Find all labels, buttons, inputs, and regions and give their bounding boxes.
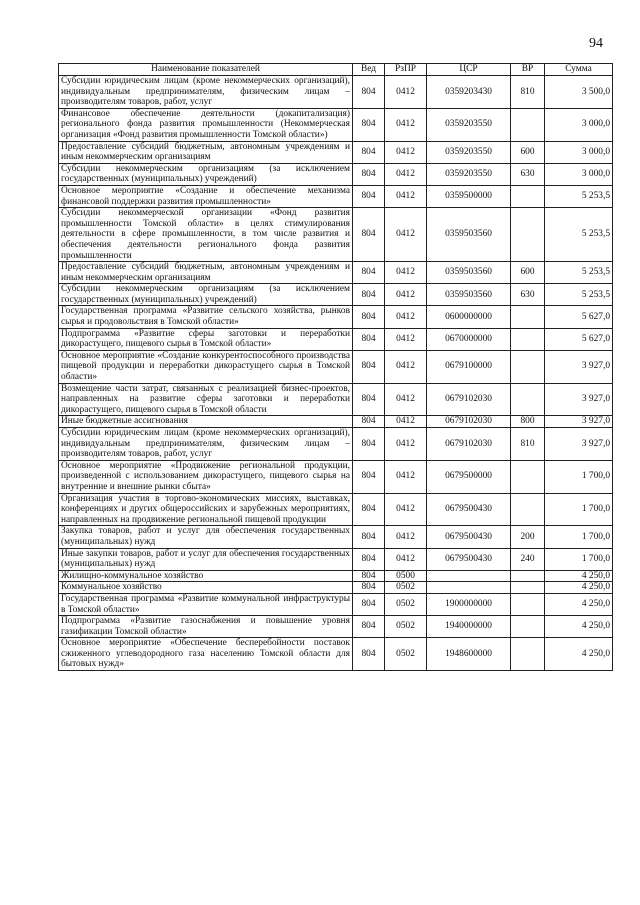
cell-ved: 804 (353, 570, 385, 582)
cell-rzpr: 0412 (385, 416, 427, 428)
cell-rzpr: 0502 (385, 638, 427, 671)
cell-csr: 0359203550 (427, 141, 511, 163)
cell-ved: 804 (353, 284, 385, 306)
cell-name: Коммунальное хозяйство (59, 582, 353, 594)
header-vr: ВР (511, 64, 545, 76)
cell-ved: 804 (353, 185, 385, 207)
cell-vr (511, 582, 545, 594)
cell-vr (511, 593, 545, 615)
cell-csr: 0679500000 (427, 460, 511, 493)
cell-sum: 3 927,0 (545, 428, 613, 461)
cell-vr: 810 (511, 428, 545, 461)
cell-ved: 804 (353, 108, 385, 141)
cell-rzpr: 0412 (385, 328, 427, 350)
table-row (59, 185, 613, 207)
cell-ved: 804 (353, 383, 385, 416)
cell-name: Иные закупки товаров, работ и услуг для обеспечения государственных (муниципальных) нужд (59, 548, 353, 570)
cell-csr: 0679100000 (427, 350, 511, 383)
cell-vr: 630 (511, 163, 545, 185)
table-row (59, 593, 613, 615)
header-csr: ЦСР (427, 64, 511, 76)
cell-vr (511, 350, 545, 383)
cell-name: Государственная программа «Развитие коммунальной инфраструктуры в Томской области» (59, 593, 353, 615)
cell-name: Закупка товаров, работ и услуг для обеспечения государственных (муниципальных) нужд (59, 526, 353, 548)
cell-name: Предоставление субсидий бюджетным, автономным учреждениям и иным некоммерческим организациям (59, 141, 353, 163)
cell-ved: 804 (353, 428, 385, 461)
cell-csr: 1900000000 (427, 593, 511, 615)
cell-ved: 804 (353, 548, 385, 570)
cell-csr: 0679102030 (427, 428, 511, 461)
cell-sum: 4 250,0 (545, 593, 613, 615)
table-row (59, 163, 613, 185)
cell-name: Предоставление субсидий бюджетным, автономным учреждениям и иным некоммерческим организациям (59, 262, 353, 284)
cell-csr: 0359503560 (427, 284, 511, 306)
cell-ved: 804 (353, 141, 385, 163)
table-row (59, 582, 613, 594)
cell-sum: 3 000,0 (545, 108, 613, 141)
cell-csr: 0679102030 (427, 383, 511, 416)
cell-vr: 800 (511, 416, 545, 428)
cell-ved: 804 (353, 582, 385, 594)
cell-vr: 600 (511, 141, 545, 163)
cell-vr: 630 (511, 284, 545, 306)
cell-rzpr: 0500 (385, 570, 427, 582)
page-number: 94 (589, 36, 603, 51)
table-row (59, 616, 613, 638)
cell-ved: 804 (353, 163, 385, 185)
table-row (59, 141, 613, 163)
cell-vr (511, 460, 545, 493)
cell-ved: 804 (353, 638, 385, 671)
table-row (59, 638, 613, 671)
cell-rzpr: 0412 (385, 76, 427, 109)
table-row (59, 350, 613, 383)
cell-vr (511, 383, 545, 416)
cell-sum: 5 253,5 (545, 262, 613, 284)
cell-rzpr: 0412 (385, 428, 427, 461)
header-name: Наименование показателей (59, 64, 353, 76)
cell-csr: 0679500430 (427, 493, 511, 526)
cell-csr: 0679500430 (427, 548, 511, 570)
table-row (59, 284, 613, 306)
cell-name: Субсидии некоммерческим организациям (за исключением государственных (муниципальных) учреждений) (59, 163, 353, 185)
cell-ved: 804 (353, 306, 385, 328)
cell-sum: 1 700,0 (545, 548, 613, 570)
cell-sum: 3 927,0 (545, 416, 613, 428)
cell-csr: 0679500430 (427, 526, 511, 548)
table-row (59, 570, 613, 582)
cell-csr: 0359503560 (427, 208, 511, 262)
cell-name: Субсидии некоммерческой организации «Фонд развития промышленности Томской области» в целях стимулирования деятельности в сфере промышленности, в том числе развития и обеспечения деятельности регионального фонда развития промышленности (59, 208, 353, 262)
header-sum: Сумма (545, 64, 613, 76)
cell-rzpr: 0412 (385, 383, 427, 416)
cell-sum: 5 627,0 (545, 328, 613, 350)
table-row (59, 208, 613, 262)
cell-name: Субсидии юридическим лицам (кроме некоммерческих организаций), индивидуальным предпринимателям, физическим лицам – производителям товаров, работ, услуг (59, 76, 353, 109)
cell-vr (511, 208, 545, 262)
cell-sum: 3 000,0 (545, 141, 613, 163)
cell-sum: 5 253,5 (545, 185, 613, 207)
table-row (59, 493, 613, 526)
cell-sum: 4 250,0 (545, 582, 613, 594)
cell-rzpr: 0412 (385, 141, 427, 163)
table-row (59, 428, 613, 461)
cell-sum: 5 253,5 (545, 208, 613, 262)
cell-sum: 3 000,0 (545, 163, 613, 185)
table-row (59, 383, 613, 416)
cell-name: Финансовое обеспечение деятельности (докапитализация) регионального фонда развития промышленности (Некоммерческая организация «Фонд развития промышленности Томской области») (59, 108, 353, 141)
budget-table (58, 63, 613, 671)
cell-vr (511, 570, 545, 582)
cell-rzpr: 0412 (385, 284, 427, 306)
cell-rzpr: 0412 (385, 526, 427, 548)
cell-name: Возмещение части затрат, связанных с реализацией бизнес-проектов, направленных на развитие сферы заготовки и переработки дикорастущего, пищевого сырья в Томской области (59, 383, 353, 416)
cell-ved: 804 (353, 328, 385, 350)
cell-vr (511, 108, 545, 141)
cell-name: Субсидии юридическим лицам (кроме некоммерческих организаций), индивидуальным предпринимателям, физическим лицам – производителям товаров, работ, услуг (59, 428, 353, 461)
cell-ved: 804 (353, 616, 385, 638)
cell-rzpr: 0502 (385, 616, 427, 638)
cell-name: Жилищно-коммунальное хозяйство (59, 570, 353, 582)
table-row (59, 460, 613, 493)
cell-sum: 3 500,0 (545, 76, 613, 109)
cell-vr (511, 493, 545, 526)
cell-csr: 0670000000 (427, 328, 511, 350)
table-row (59, 76, 613, 109)
cell-name: Организация участия в торгово-экономических миссиях, выставках, конференциях и других общероссийских и зарубежных мероприятиях, направленных на продвижение региональной пищевой продукции (59, 493, 353, 526)
cell-ved: 804 (353, 416, 385, 428)
cell-vr (511, 328, 545, 350)
table-row (59, 108, 613, 141)
cell-sum: 4 250,0 (545, 570, 613, 582)
cell-ved: 804 (353, 593, 385, 615)
cell-rzpr: 0502 (385, 582, 427, 594)
header-rzpr: РзПР (385, 64, 427, 76)
cell-vr: 240 (511, 548, 545, 570)
cell-sum: 4 250,0 (545, 616, 613, 638)
cell-name: Основное мероприятие «Продвижение региональной продукции, произведенной с использованием дикорастущего, пищевого сырья на внутренние и внешние рынки сбыта» (59, 460, 353, 493)
cell-name: Основное мероприятие «Обеспечение бесперебойности поставок сжиженного углеводородного газа населению Томской области для бытовых нужд» (59, 638, 353, 671)
cell-csr: 0359203550 (427, 163, 511, 185)
cell-csr: 1940000000 (427, 616, 511, 638)
cell-vr (511, 306, 545, 328)
cell-sum: 4 250,0 (545, 638, 613, 671)
cell-csr: 0359203430 (427, 76, 511, 109)
table-header-row (59, 64, 613, 76)
cell-sum: 5 253,5 (545, 284, 613, 306)
cell-ved: 804 (353, 208, 385, 262)
cell-rzpr: 0412 (385, 350, 427, 383)
cell-rzpr: 0412 (385, 108, 427, 141)
cell-vr (511, 638, 545, 671)
cell-name: Государственная программа «Развитие сельского хозяйства, рынков сырья и продовольствия в Томской области» (59, 306, 353, 328)
cell-ved: 804 (353, 76, 385, 109)
cell-name: Основное мероприятие «Создание конкурентоспособного производства пищевой продукции и переработки дикорастущего сырья в Томской области» (59, 350, 353, 383)
cell-sum: 3 927,0 (545, 350, 613, 383)
cell-name: Подпрограмма «Развитие сферы заготовки и переработки дикорастущего, пищевого сырья в Томской области» (59, 328, 353, 350)
cell-rzpr: 0412 (385, 208, 427, 262)
cell-csr: 1948600000 (427, 638, 511, 671)
cell-name: Основное мероприятие «Создание и обеспечение механизма финансовой поддержки развития промышленности» (59, 185, 353, 207)
cell-csr: 0600000000 (427, 306, 511, 328)
cell-csr: 0359500000 (427, 185, 511, 207)
cell-sum: 1 700,0 (545, 493, 613, 526)
cell-csr (427, 582, 511, 594)
cell-rzpr: 0412 (385, 460, 427, 493)
cell-rzpr: 0412 (385, 493, 427, 526)
cell-rzpr: 0412 (385, 185, 427, 207)
table-row (59, 526, 613, 548)
cell-name: Субсидии некоммерческим организациям (за исключением государственных (муниципальных) учреждений) (59, 284, 353, 306)
cell-vr (511, 616, 545, 638)
cell-sum: 1 700,0 (545, 460, 613, 493)
table-row (59, 328, 613, 350)
header-ved: Вед (353, 64, 385, 76)
cell-rzpr: 0412 (385, 262, 427, 284)
cell-name: Подпрограмма «Развитие газоснабжения и повышение уровня газификации Томской области» (59, 616, 353, 638)
table-row (59, 306, 613, 328)
cell-rzpr: 0412 (385, 306, 427, 328)
cell-csr: 0359203550 (427, 108, 511, 141)
cell-vr (511, 185, 545, 207)
cell-csr: 0359503560 (427, 262, 511, 284)
cell-csr (427, 570, 511, 582)
cell-rzpr: 0412 (385, 548, 427, 570)
table-row (59, 548, 613, 570)
cell-sum: 5 627,0 (545, 306, 613, 328)
cell-ved: 804 (353, 526, 385, 548)
cell-vr: 600 (511, 262, 545, 284)
table-row (59, 262, 613, 284)
cell-vr: 200 (511, 526, 545, 548)
cell-sum: 3 927,0 (545, 383, 613, 416)
cell-sum: 1 700,0 (545, 526, 613, 548)
cell-ved: 804 (353, 493, 385, 526)
cell-csr: 0679102030 (427, 416, 511, 428)
cell-ved: 804 (353, 262, 385, 284)
cell-name: Иные бюджетные ассигнования (59, 416, 353, 428)
cell-rzpr: 0412 (385, 163, 427, 185)
cell-rzpr: 0502 (385, 593, 427, 615)
cell-ved: 804 (353, 350, 385, 383)
cell-ved: 804 (353, 460, 385, 493)
table-row (59, 416, 613, 428)
cell-vr: 810 (511, 76, 545, 109)
